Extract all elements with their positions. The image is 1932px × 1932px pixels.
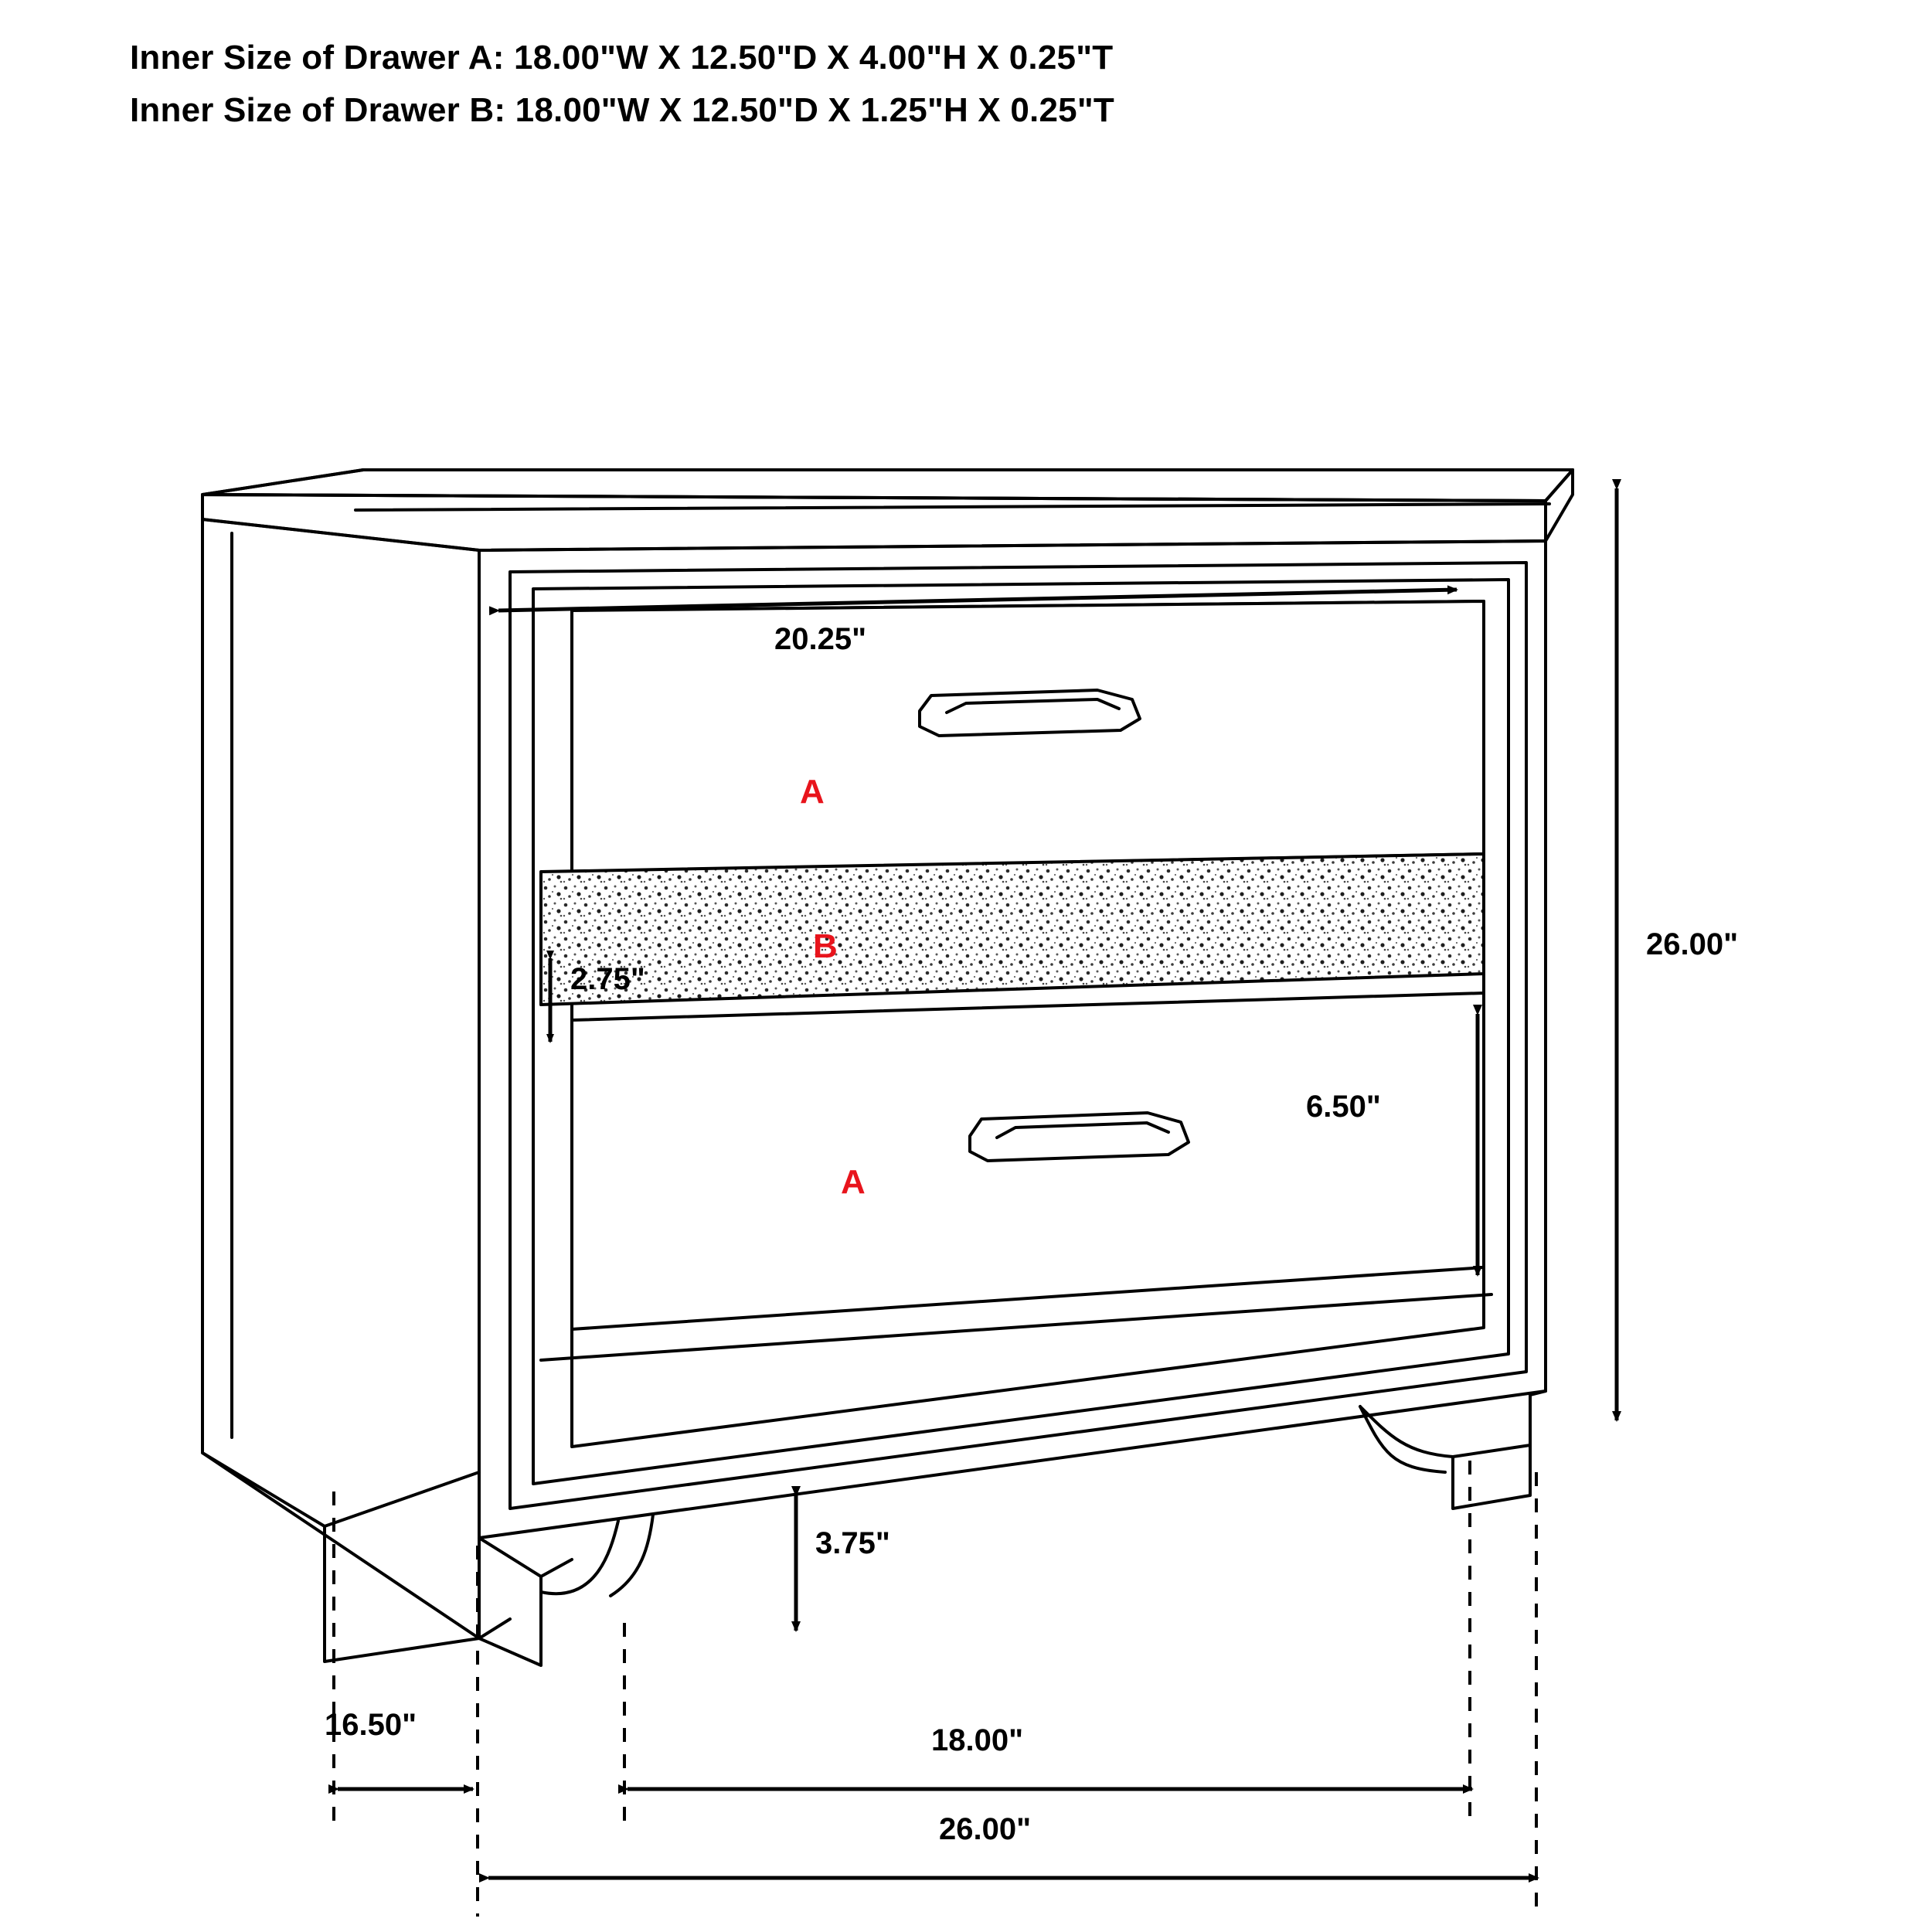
dimension-drawer-a-bottom-height: 6.50" — [1306, 1090, 1381, 1124]
label-drawer-b: B — [813, 927, 838, 965]
dimension-leg-height: 3.75" — [815, 1526, 890, 1560]
dimension-depth: 16.50" — [325, 1708, 417, 1742]
dimension-top-width: 20.25" — [774, 622, 867, 656]
header-line-drawer-b: Inner Size of Drawer B: 18.00"W X 12.50"D X 1.25"H X 0.25"T — [130, 91, 1114, 129]
dimension-total-width: 26.00" — [939, 1812, 1032, 1846]
dimension-inner-width: 18.00" — [931, 1723, 1024, 1757]
label-drawer-a-top: A — [800, 773, 825, 811]
dimension-drawer-b-height: 2.75" — [570, 962, 645, 996]
label-drawer-a-bottom: A — [841, 1163, 866, 1201]
dimension-total-height: 26.00" — [1646, 927, 1739, 961]
header-line-drawer-a: Inner Size of Drawer A: 18.00"W X 12.50"D X 4.00"H X 0.25"T — [130, 39, 1114, 77]
